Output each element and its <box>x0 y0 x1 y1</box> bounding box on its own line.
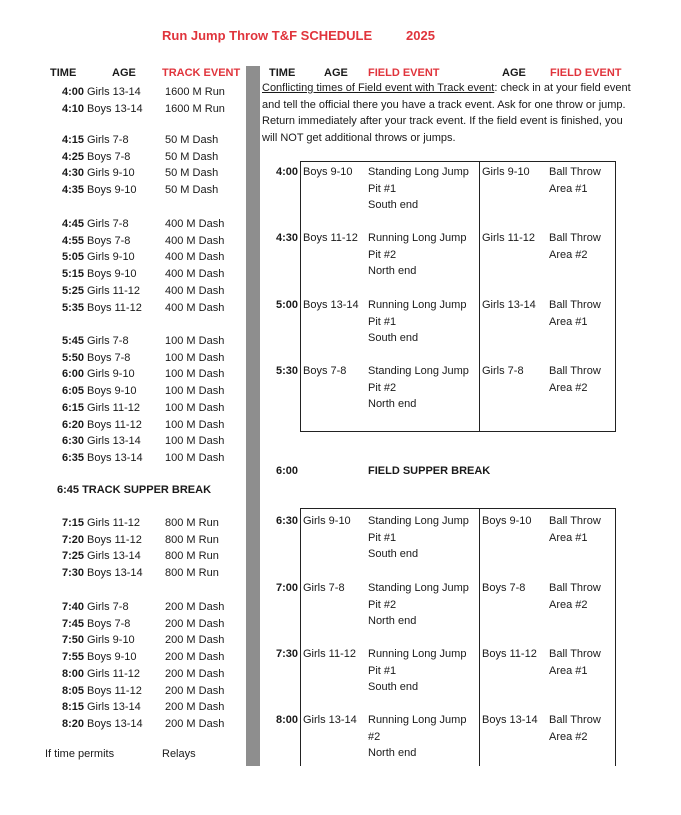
track-age: Boys 7-8 <box>87 234 131 247</box>
track-time: 6:15 <box>61 401 84 414</box>
field-header-event: FIELD EVENT <box>368 67 440 79</box>
track-age: Girls 9-10 <box>87 368 135 381</box>
track-row <box>52 532 242 548</box>
track-event: 800 M Run <box>165 550 219 563</box>
track-time: 4:30 <box>61 167 84 180</box>
field-event-line: South end <box>368 681 419 693</box>
page-title: Run Jump Throw T&F SCHEDULE <box>162 28 373 43</box>
field-age2: Girls 9-10 <box>482 166 530 178</box>
field-block-divider <box>479 162 480 431</box>
field-event2-line: Area #1 <box>549 182 588 195</box>
field-time: 6:30 <box>276 515 299 527</box>
field-time: 4:00 <box>276 166 299 178</box>
field-event-line: Pit #2 <box>368 598 397 611</box>
track-row <box>52 283 242 299</box>
track-age: Boys 11-12 <box>87 533 142 546</box>
track-time: 8:05 <box>61 684 84 697</box>
field-header-age: AGE <box>324 67 348 79</box>
track-age: Boys 9-10 <box>87 268 137 281</box>
track-event: 50 M Dash <box>165 184 219 197</box>
field-event-line: Pit #1 <box>368 664 397 677</box>
track-age: Boys 9-10 <box>87 385 137 398</box>
track-age: Girls 7-8 <box>87 601 129 613</box>
field-age: Girls 7-8 <box>303 582 345 594</box>
track-event: 400 M Dash <box>165 251 225 264</box>
track-age: Boys 13-14 <box>87 567 143 580</box>
conflict-note-heading: Conflicting times of Field event with Track event <box>262 82 495 94</box>
field-event2-line: Ball Throw <box>549 714 601 726</box>
track-age: Boys 7-8 <box>87 351 131 364</box>
track-time: 6:35 <box>61 451 84 464</box>
track-event: 800 M Run <box>165 517 219 529</box>
field-event-line: North end <box>368 265 417 277</box>
track-age: Girls 11-12 <box>87 667 140 680</box>
track-age: Girls 9-10 <box>87 251 135 264</box>
track-age: Girls 9-10 <box>87 634 135 647</box>
track-age: Boys 11-12 <box>87 684 142 697</box>
track-time: 4:45 <box>61 218 84 230</box>
track-age: Boys 13-14 <box>87 102 143 115</box>
track-age: Boys 9-10 <box>87 184 137 197</box>
relays-label: If time permits <box>45 748 115 760</box>
track-event: 200 M Dash <box>165 667 225 680</box>
track-row <box>52 548 242 564</box>
field-supper-time: 6:00 <box>276 465 299 477</box>
track-time: 4:35 <box>61 184 84 197</box>
field-age2: Girls 7-8 <box>482 365 524 377</box>
track-event: 200 M Dash <box>165 601 225 613</box>
track-age: Girls 7-8 <box>87 335 129 347</box>
track-event: 50 M Dash <box>165 167 219 180</box>
track-time: 5:05 <box>61 251 84 264</box>
track-time: 8:15 <box>61 701 84 714</box>
field-event-line: Pit #1 <box>368 531 397 544</box>
field-event-line: Standing Long Jump <box>368 166 469 178</box>
track-event: 400 M Dash <box>165 284 225 297</box>
track-event: 400 M Dash <box>165 301 225 314</box>
field-age: Girls 9-10 <box>303 515 351 527</box>
track-row <box>52 683 242 699</box>
track-event: 400 M Dash <box>165 234 225 247</box>
track-age: Girls 11-12 <box>87 517 140 529</box>
track-age: Boys 11-12 <box>87 418 142 431</box>
track-time: 4:55 <box>61 234 84 247</box>
field-event-line: Running Long Jump <box>368 648 467 660</box>
field-event2-line: Ball Throw <box>549 582 601 594</box>
field-time: 8:00 <box>276 714 299 726</box>
field-event2-line: Ball Throw <box>549 166 601 178</box>
field-time: 7:00 <box>276 582 299 594</box>
field-event2-line: Area #2 <box>549 381 588 394</box>
track-time: 7:15 <box>61 517 84 529</box>
field-event-line: North end <box>368 398 417 410</box>
track-time: 7:40 <box>61 601 84 613</box>
field-event2-line: Area #1 <box>549 315 588 328</box>
track-time: 4:25 <box>61 150 84 163</box>
track-time: 7:20 <box>61 533 84 546</box>
track-row <box>52 216 242 232</box>
field-time: 4:30 <box>276 232 299 244</box>
track-time: 5:15 <box>61 268 84 281</box>
track-event: 1600 M Run <box>165 102 225 115</box>
field-age: Girls 13-14 <box>303 714 357 726</box>
field-event2-line: Ball Throw <box>549 648 601 660</box>
field-event2-line: Area #1 <box>549 531 588 544</box>
track-row <box>52 450 242 466</box>
track-event: 200 M Dash <box>165 617 225 630</box>
track-row <box>52 132 242 148</box>
track-event: 100 M Dash <box>165 335 225 347</box>
field-header-time: TIME <box>269 67 296 79</box>
track-age: Girls 13-14 <box>87 86 141 98</box>
field-header-age2: AGE <box>502 67 526 79</box>
track-age: Boys 13-14 <box>87 451 143 464</box>
field-event-line: Standing Long Jump <box>368 365 469 377</box>
track-row <box>52 249 242 265</box>
field-age2: Girls 11-12 <box>482 232 535 244</box>
track-event: 400 M Dash <box>165 218 225 230</box>
track-age: Boys 7-8 <box>87 617 131 630</box>
field-time: 7:30 <box>276 648 299 660</box>
field-time: 5:30 <box>276 365 299 377</box>
track-event: 100 M Dash <box>165 368 225 381</box>
field-event-line: Pit #2 <box>368 248 397 261</box>
conflict-note-text: : check in at your field event and tell the official there you have a track event. Ask for one throw or jump. Return immediately after your track event. If the field event is finished, you will NOT get additional throws or jumps. <box>262 82 631 144</box>
track-event: 800 M Run <box>165 567 219 580</box>
track-time: 5:35 <box>61 301 84 314</box>
field-event-line: Standing Long Jump <box>368 582 469 594</box>
track-time: 8:00 <box>61 667 84 680</box>
track-time: 7:45 <box>61 617 84 630</box>
track-age: Girls 11-12 <box>87 401 140 414</box>
track-event: 100 M Dash <box>165 451 225 464</box>
field-age: Boys 9-10 <box>303 166 353 178</box>
track-time: 8:20 <box>61 717 84 730</box>
track-time: 6:20 <box>61 418 84 431</box>
field-event2-line: Ball Throw <box>549 365 601 377</box>
track-row <box>52 433 242 449</box>
track-row <box>52 84 242 100</box>
field-header-event2: FIELD EVENT <box>550 67 622 79</box>
track-row <box>52 333 242 349</box>
track-time: 4:10 <box>61 102 84 115</box>
track-row <box>52 300 242 316</box>
track-row <box>52 233 242 249</box>
track-row <box>52 366 242 382</box>
page-year: 2025 <box>406 28 435 43</box>
column-divider <box>246 66 260 766</box>
track-time: 7:25 <box>61 550 84 563</box>
track-supper-break: 6:45 TRACK SUPPER BREAK <box>57 484 212 496</box>
track-event: 800 M Run <box>165 533 219 546</box>
field-age2: Boys 11-12 <box>482 648 537 660</box>
track-row <box>52 266 242 282</box>
track-row <box>52 699 242 715</box>
track-event: 400 M Dash <box>165 268 225 281</box>
track-time: 5:45 <box>61 335 84 347</box>
field-event2-line: Area #2 <box>549 248 588 261</box>
track-row <box>52 666 242 682</box>
track-event: 100 M Dash <box>165 385 225 398</box>
track-row <box>52 400 242 416</box>
field-block-divider <box>479 509 480 766</box>
track-age: Girls 7-8 <box>87 218 129 230</box>
field-supper-break: FIELD SUPPER BREAK <box>368 465 491 477</box>
track-row <box>52 149 242 165</box>
field-age: Boys 7-8 <box>303 365 347 377</box>
track-row <box>52 599 242 615</box>
field-event2-line: Area #1 <box>549 664 588 677</box>
relays-event: Relays <box>162 748 196 760</box>
field-age: Boys 11-12 <box>303 232 358 244</box>
track-age: Girls 13-14 <box>87 550 141 563</box>
track-time: 7:55 <box>61 651 84 664</box>
track-event: 200 M Dash <box>165 717 225 730</box>
conflict-note <box>262 80 632 146</box>
track-age: Girls 13-14 <box>87 435 141 448</box>
track-event: 100 M Dash <box>165 418 225 431</box>
field-event-line: South end <box>368 332 419 344</box>
track-row <box>52 632 242 648</box>
field-age2: Boys 9-10 <box>482 515 532 527</box>
track-age: Girls 7-8 <box>87 134 129 146</box>
field-event-line: Running Long Jump <box>368 714 467 726</box>
field-event-line: Pit #2 <box>368 381 397 394</box>
track-time: 7:50 <box>61 634 84 647</box>
field-event-line: Running Long Jump <box>368 232 467 244</box>
field-event-line: Pit #1 <box>368 182 397 195</box>
track-event: 100 M Dash <box>165 401 225 414</box>
field-time: 5:00 <box>276 299 299 311</box>
track-row <box>52 165 242 181</box>
field-age2: Boys 7-8 <box>482 582 526 594</box>
track-event: 200 M Dash <box>165 634 225 647</box>
field-event-line: North end <box>368 747 417 759</box>
field-event-line: Pit #1 <box>368 315 397 328</box>
track-row <box>52 350 242 366</box>
field-age: Boys 13-14 <box>303 299 359 311</box>
track-event: 50 M Dash <box>165 150 219 163</box>
field-event-line: North end <box>368 615 417 627</box>
field-age2: Boys 13-14 <box>482 714 538 726</box>
track-header-time: TIME <box>50 67 77 79</box>
track-row <box>52 182 242 198</box>
track-row <box>52 616 242 632</box>
track-event: 200 M Dash <box>165 651 225 664</box>
field-event-line: South end <box>368 199 419 211</box>
field-event-line: #2 <box>368 730 381 743</box>
track-row <box>52 101 242 117</box>
track-time: 6:00 <box>61 368 84 381</box>
track-time: 6:05 <box>61 385 84 398</box>
field-event2-line: Ball Throw <box>549 515 601 527</box>
track-row <box>52 649 242 665</box>
track-event: 50 M Dash <box>165 134 219 146</box>
field-age2: Girls 13-14 <box>482 299 536 311</box>
field-age: Girls 11-12 <box>303 648 356 660</box>
field-event-line: Running Long Jump <box>368 299 467 311</box>
track-time: 6:30 <box>61 435 84 448</box>
field-event-line: South end <box>368 548 419 560</box>
field-event2-line: Area #2 <box>549 730 588 743</box>
field-event2-line: Area #2 <box>549 598 588 611</box>
track-event: 200 M Dash <box>165 701 225 714</box>
track-event: 100 M Dash <box>165 435 225 448</box>
track-time: 7:30 <box>61 567 84 580</box>
track-row <box>52 417 242 433</box>
track-age: Girls 11-12 <box>87 284 140 297</box>
track-event: 100 M Dash <box>165 351 225 364</box>
track-time: 4:15 <box>61 134 84 146</box>
track-row <box>52 515 242 531</box>
track-age: Girls 13-14 <box>87 701 141 714</box>
track-age: Boys 7-8 <box>87 150 131 163</box>
track-age: Boys 9-10 <box>87 651 137 664</box>
track-time: 4:00 <box>61 86 84 98</box>
track-age: Boys 11-12 <box>87 301 142 314</box>
track-age: Boys 13-14 <box>87 717 143 730</box>
track-event: 1600 M Run <box>165 86 225 98</box>
track-age: Girls 9-10 <box>87 167 135 180</box>
track-header-event: TRACK EVENT <box>162 67 241 79</box>
track-event: 200 M Dash <box>165 684 225 697</box>
track-time: 5:25 <box>61 284 84 297</box>
field-event-line: Standing Long Jump <box>368 515 469 527</box>
field-event2-line: Ball Throw <box>549 232 601 244</box>
track-time: 5:50 <box>61 351 84 364</box>
track-row <box>52 565 242 581</box>
track-header-age: AGE <box>112 67 136 79</box>
track-row <box>52 383 242 399</box>
field-event2-line: Ball Throw <box>549 299 601 311</box>
track-row <box>52 716 242 732</box>
